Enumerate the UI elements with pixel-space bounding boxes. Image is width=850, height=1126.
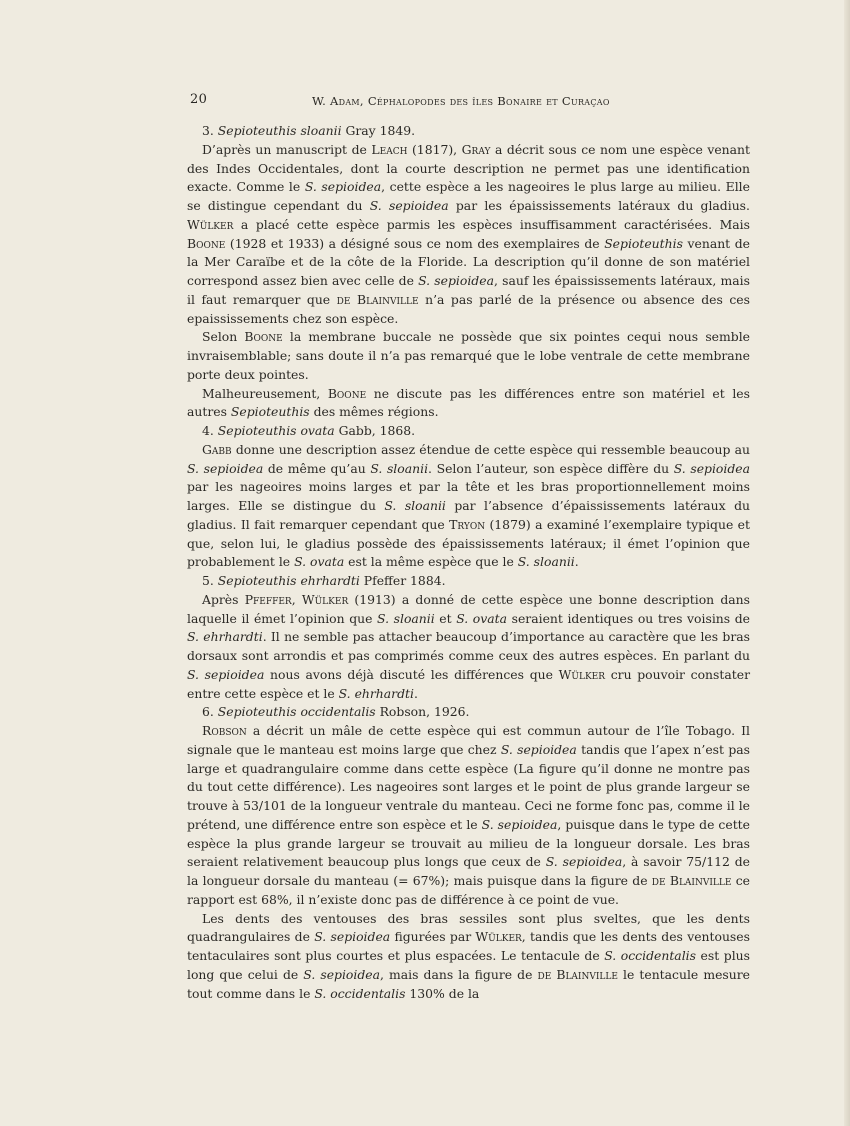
text-run: Pfeffer 1884. bbox=[359, 573, 446, 588]
text-run: , tandis que les dents des ventouses tentaculaires sont plus courtes et plus espacées. Le tentacule de bbox=[187, 929, 750, 963]
paragraph bbox=[187, 328, 750, 384]
paragraph bbox=[187, 722, 750, 910]
italic-text: S. sepioidea bbox=[500, 741, 577, 757]
author-name: Pfeffer bbox=[244, 591, 292, 607]
italic-text: Sepioteuthis ovata bbox=[217, 423, 335, 438]
text-run: Malheureusement, bbox=[202, 385, 328, 401]
italic-text: S. ovata bbox=[294, 554, 345, 570]
italic-text: S. ehrhardti bbox=[187, 629, 263, 645]
text-run: , bbox=[291, 591, 302, 607]
italic-text: S. sepioidea bbox=[418, 273, 494, 288]
italic-text: S. sepioidea bbox=[545, 854, 623, 870]
text-run: tandis que l’apex n’est pas large et quadrangulaire comme dans cette espèce (La figure qu’il donne ne montre pas du tout cette différence). Les nageoires sont larges et le point de plus grande largeur se trouve à 53/101 de la longueur ventrale du manteau. Ceci ne forme fonc pas, comme il le prétend, une différence entre son espèce et le bbox=[187, 741, 750, 832]
text-run: donne une description assez étendue de cette espèce qui ressemble beaucoup au bbox=[231, 441, 750, 457]
text-run: figurées par bbox=[390, 929, 476, 945]
paragraph bbox=[187, 441, 750, 572]
text-run: a décrit sous ce nom une espèce venant des Indes Occidentales, dont la courte description ne permet pas une identification exacte. Comme le bbox=[187, 141, 750, 195]
italic-text: S. occidentalis bbox=[314, 985, 406, 1001]
italic-text: S. ovata bbox=[456, 610, 508, 626]
section-heading bbox=[187, 703, 750, 722]
italic-text: S. sepioidea bbox=[673, 460, 751, 476]
italic-text: S. occidentalis bbox=[604, 948, 696, 963]
text-run: Selon bbox=[202, 329, 245, 345]
author-name: Boone bbox=[244, 329, 283, 345]
body-text bbox=[187, 122, 750, 1003]
text-run: 130% de la bbox=[405, 985, 480, 1001]
page-number: 20 bbox=[190, 92, 208, 107]
author-name: Leach bbox=[371, 141, 408, 157]
text-run: . Selon l’auteur, son espèce diffère du bbox=[428, 460, 674, 476]
text-run: a placé cette espèce parmis les espèces insuffisamment caractérisées. Mais bbox=[233, 216, 750, 232]
section-heading bbox=[187, 422, 750, 441]
author-name: de Blainville bbox=[651, 873, 732, 888]
text-run: est la même espèce que le bbox=[344, 554, 518, 570]
text-run: de même qu’au bbox=[263, 460, 371, 476]
text-run: des mêmes régions. bbox=[309, 404, 439, 420]
text-run: nous avons déjà discuté les différences que bbox=[264, 666, 559, 682]
text-run: Gray 1849. bbox=[341, 123, 416, 138]
text-run: Gabb, 1868. bbox=[334, 423, 416, 438]
text-run: ne discute pas les différences entre son matériel et les autres bbox=[187, 385, 750, 420]
paragraph bbox=[187, 141, 750, 329]
italic-text: S. sepioidea bbox=[314, 929, 391, 945]
author-name: Wülker bbox=[475, 929, 522, 945]
text-run: 6. bbox=[202, 704, 218, 720]
author-name: Tryon bbox=[449, 516, 486, 532]
italic-text: Sepioteuthis ehrhardti bbox=[217, 573, 360, 588]
author-name: Robson bbox=[202, 723, 247, 738]
text-run: , cette espèce a les nageoires le plus large au milieu. Elle se distingue cependant du bbox=[187, 179, 750, 213]
text-run: (1928 et 1933) a désigné sous ce nom des exemplaires de bbox=[225, 235, 605, 251]
paragraph bbox=[187, 591, 750, 704]
italic-text: Sepioteuthis bbox=[230, 404, 310, 420]
running-title: W. Adam, Céphalopodes des îles Bonaire et Curaçao bbox=[312, 94, 610, 108]
italic-text: Sepioteuthis occidentalis bbox=[217, 704, 376, 720]
author-name: Gabb bbox=[202, 441, 232, 457]
text-run: . bbox=[574, 554, 579, 570]
text-run: , mais dans la figure de bbox=[380, 966, 538, 982]
text-run: n’a pas parlé de la présence ou absence des ces epaississements chez son espèce. bbox=[187, 291, 750, 326]
text-run: , puisque dans le type de cette espèce la plus grande largeur se trouvait au milieu de la longueur dorsale. Les bras seraient relativement beaucoup plus longs que ceux de bbox=[187, 816, 750, 870]
text-run: et bbox=[434, 610, 457, 626]
text-run: (1913) a donné de cette espèce une bonne description dans laquelle il émet l’opinion que bbox=[187, 591, 750, 626]
text-run: cru pouvoir constater entre cette espèce et le bbox=[187, 666, 750, 701]
text-run: (1817), bbox=[407, 141, 462, 157]
author-name: Wülker bbox=[187, 216, 234, 232]
italic-text: Sepioteuthis sloanii bbox=[217, 123, 342, 138]
text-run: ce rapport est 68%, il n’existe donc pas de différence à ce point de vue. bbox=[187, 873, 750, 907]
text-run: par les épaississements latéraux du gladius. bbox=[448, 198, 750, 213]
italic-text: S. sepioidea bbox=[369, 198, 449, 213]
italic-text: S. sepioidea bbox=[481, 816, 558, 832]
italic-text: S. sloanii bbox=[517, 554, 575, 570]
text-run: , sauf les épaississements latéraux, mais il faut remarquer que bbox=[187, 273, 750, 307]
text-run: D’après un manuscript de bbox=[202, 141, 372, 157]
author-name: Gray bbox=[461, 141, 491, 157]
italic-text: S. sloanii bbox=[370, 460, 429, 476]
italic-text: S. sepioidea bbox=[187, 666, 265, 682]
text-run: (1879) a examiné l’exemplaire typique et que, selon lui, le gladius possède des épaississements latéraux; il émet l’opinion que probablement le bbox=[187, 516, 750, 570]
text-run: , à savoir 75/112 de la longueur dorsale du manteau (= 67%); mais puisque dans la figure de bbox=[187, 854, 750, 888]
author-name: Wülker bbox=[301, 591, 349, 607]
text-run: Les dents des ventouses des bras sessiles sont plus sveltes, que les dents quadrangulaires de bbox=[187, 910, 750, 945]
italic-text: S. sepioidea bbox=[303, 966, 380, 982]
text-run: seraient identiques ou tres voisins de bbox=[507, 610, 750, 626]
page-edge bbox=[844, 0, 850, 1126]
author-name: Boone bbox=[327, 385, 367, 401]
text-run: Après bbox=[202, 591, 245, 607]
text-run: Robson, 1926. bbox=[375, 704, 470, 720]
italic-text: S. ehrhardti bbox=[338, 685, 414, 701]
italic-text: S. sloanii bbox=[384, 498, 446, 513]
text-run: le tentacule mesure tout comme dans le bbox=[187, 966, 750, 1001]
author-name: de Blainville bbox=[537, 966, 618, 982]
text-run: est plus long que celui de bbox=[187, 948, 751, 982]
text-run: a décrit un mâle de cette espèce qui est commun autour de l’île Tobago. Il signale que le manteau est moins large que chez bbox=[187, 723, 750, 757]
text-run: venant de la Mer Caraïbe et de la côte de la Floride. La description qu’il donne de son matériel correspond assez bien avec celle de bbox=[187, 235, 750, 288]
text-run: la membrane buccale ne possède que six pointes cequi nous semble invraisemblable; sans doute il n’a pas remarqué que le lobe ventrale de cette membrane porte deux pointes. bbox=[187, 329, 750, 382]
italic-text: S. sloanii bbox=[377, 610, 435, 626]
section-heading bbox=[187, 572, 750, 591]
text-run: . Il ne semble pas attacher beaucoup d’importance au caractère que les bras dorsaux sont arrondis et pas comprimés comme ceux des autres espèces. En parlant du bbox=[187, 629, 750, 663]
text-run: par les nageoires moins larges et par la tête et les bras proportionnellement moins larges. Elle se distingue du bbox=[187, 479, 750, 513]
section-heading bbox=[187, 122, 750, 141]
paragraph bbox=[187, 910, 750, 1004]
italic-text: S. sepioidea bbox=[304, 179, 382, 195]
author-name: Wülker bbox=[558, 666, 606, 682]
italic-text: S. sepioidea bbox=[187, 460, 264, 476]
text-run: 3. bbox=[202, 123, 218, 138]
paragraph bbox=[187, 385, 750, 423]
author-name: Boone bbox=[187, 235, 226, 251]
author-name: de Blainville bbox=[336, 291, 419, 307]
text-run: . bbox=[413, 685, 418, 701]
text-run: 4. bbox=[202, 423, 218, 438]
text-run: 5. bbox=[202, 573, 218, 588]
text-run: par l’absence d’épaississements latéraux du gladius. Il fait remarquer cependant que bbox=[187, 498, 751, 532]
italic-text: Sepioteuthis bbox=[604, 235, 683, 251]
